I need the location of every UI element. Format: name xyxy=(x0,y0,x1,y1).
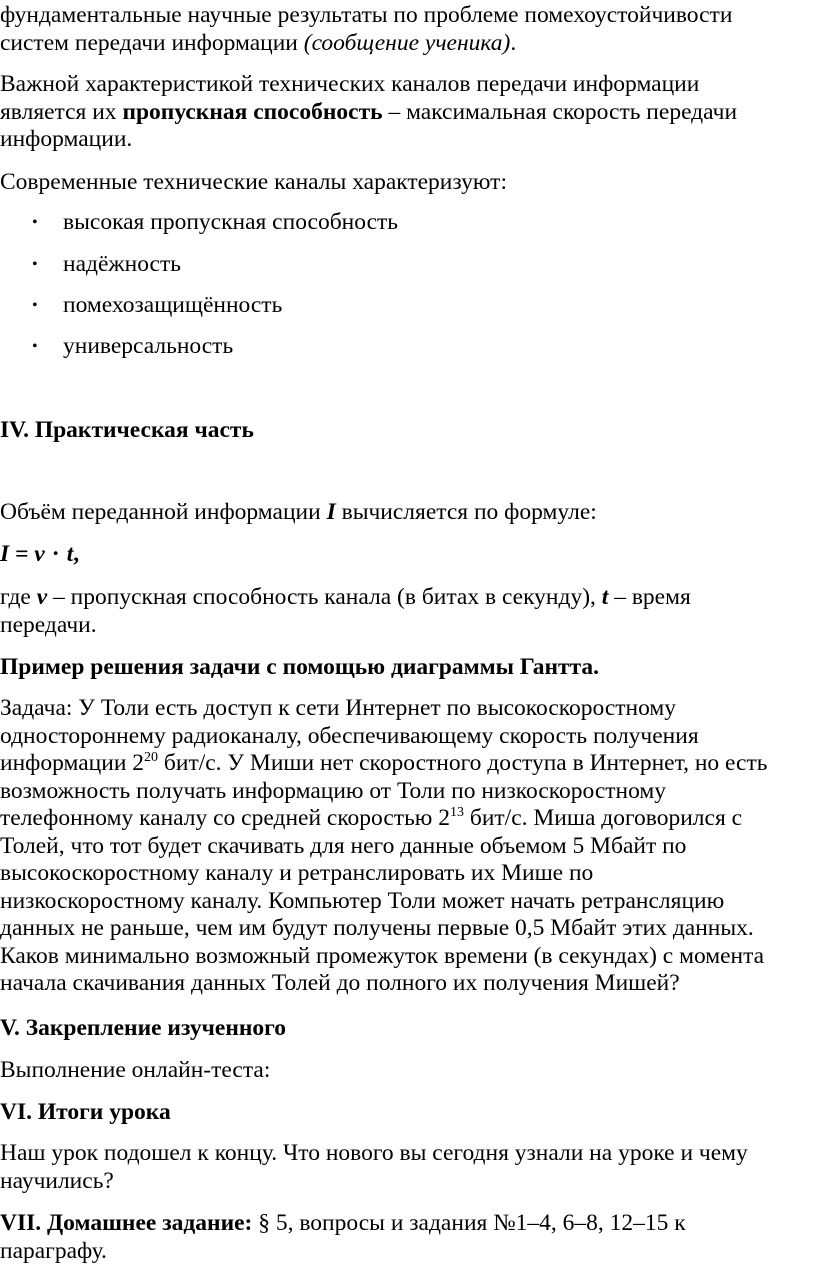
capacity-line-1: Важной характеристикой технических каналов передачи информации xyxy=(0,71,700,97)
formula-lhs: I = v xyxy=(0,541,45,567)
modern-channels-text: Современные технические каналы характеризуют: xyxy=(0,169,507,195)
task-line-3-exponent: 20 xyxy=(144,750,159,765)
formula-comma: , xyxy=(73,541,80,567)
section-6-line-2: научились? xyxy=(0,1167,114,1194)
list-item-text: высокая пропускная способность xyxy=(63,209,398,235)
bullet-icon: • xyxy=(32,256,38,273)
task-line-4: возможность получать информацию от Толи по низкоскоростному xyxy=(0,777,667,804)
bullet-icon: • xyxy=(32,297,38,314)
section-6-text xyxy=(0,1140,800,1195)
formula-where xyxy=(0,584,800,639)
task-line-11: начала скачивания данных Толей до полного их получения Мишей? xyxy=(0,970,680,996)
section-7-line-1 xyxy=(0,1210,800,1238)
where-v: v xyxy=(36,584,48,610)
where-end: – время xyxy=(608,584,691,610)
capacity-term: пропускная способность xyxy=(122,98,383,125)
list-item-text: надёжность xyxy=(63,251,181,277)
bullet-icon: • xyxy=(32,214,38,231)
where-mid: – пропускная способность канала (в битах в секунду), xyxy=(47,584,602,610)
section-5-heading: V. Закрепление изученного xyxy=(0,1015,287,1041)
task-line-3-start: информации 2 xyxy=(0,750,145,776)
task-line-7: высокоскоростному каналу и ретранслировать их Мише по xyxy=(0,860,594,886)
where-t: t xyxy=(601,584,609,610)
task-line-8: низкоскоростному каналу. Компьютер Толи может начать ретрансляцию xyxy=(0,887,725,914)
formula-intro-var: I xyxy=(326,499,336,525)
formula-where-line-2: передачи. xyxy=(0,611,97,638)
task-line-10: Каков минимально возможный промежуток времени (в секундах) с момента xyxy=(0,942,765,969)
capacity-line-2 xyxy=(0,99,800,127)
list-item-text: универсальность xyxy=(63,333,234,359)
section-7-heading: VII. Домашнее задание: xyxy=(0,1210,253,1236)
formula-intro xyxy=(0,499,800,527)
task-line-1: Задача: У Толи есть доступ к сети Интернет по высокоскоростному xyxy=(0,695,677,721)
formula xyxy=(0,541,800,569)
formula-rhs: t xyxy=(66,541,74,567)
list-item-text: помехозащищённость xyxy=(63,292,283,318)
capacity-paragraph xyxy=(0,71,800,154)
section-6-line-1: Наш урок подошел к концу. Что нового вы сегодня узнали на уроке и чему xyxy=(0,1140,748,1166)
example-heading: Пример решения задачи с помощью диаграммы Гантта. xyxy=(0,654,600,680)
capacity-line-2-end: – максимальная скорость передачи xyxy=(382,98,738,125)
multiply-dot: · xyxy=(51,541,60,567)
task-line-5-start: телефонному каналу со средней скоростью 2 xyxy=(0,805,450,831)
section-7-line-1-end: § 5, вопросы и задания №1–4, 6–8, 12–15 к xyxy=(252,1210,686,1236)
section-7-line-2: параграфу. xyxy=(0,1237,107,1264)
formula-where-line-1 xyxy=(0,584,800,612)
task-line-9: данных не раньше, чем им будут получены первые 0,5 Мбайт этих данных. xyxy=(0,915,754,941)
task-line-3-end: бит/с. У Миши нет скоростного доступа в Интернет, но есть xyxy=(158,750,768,776)
formula-intro-start: Объём переданной информации xyxy=(0,499,327,525)
where-start: где xyxy=(0,584,37,610)
section-5-text: Выполнение онлайн-теста: xyxy=(0,1057,271,1083)
task-line-5 xyxy=(0,805,800,833)
intro-student-report: (сообщение ученика) xyxy=(303,29,511,56)
task-line-5-end: бит/с. Миша договорился с xyxy=(464,805,743,831)
task-line-6: Толей, что тот будет скачивать для него данные объемом 5 Мбайт по xyxy=(0,832,687,859)
intro-line-2-end: . xyxy=(510,29,517,56)
intro-line-2 xyxy=(0,30,800,58)
section-6-heading: VI. Итоги урока xyxy=(0,1099,171,1125)
task-paragraph xyxy=(0,695,800,998)
task-line-3 xyxy=(0,750,800,778)
intro-line-2-text: систем передачи информации xyxy=(0,29,304,56)
capacity-line-3: информации. xyxy=(0,126,133,152)
intro-paragraph xyxy=(0,2,800,57)
capacity-line-2-start: является их xyxy=(0,98,123,125)
section-7 xyxy=(0,1210,800,1265)
intro-line-1: фундаментальные научные результаты по проблеме помехоустойчивости xyxy=(0,2,733,28)
task-line-2: одностороннему радиоканалу, обеспечивающему скорость получения xyxy=(0,722,699,749)
formula-intro-end: вычисляется по формуле: xyxy=(335,499,597,525)
section-4-heading: IV. Практическая часть xyxy=(0,417,254,443)
task-line-5-exponent: 13 xyxy=(450,805,464,820)
bullet-icon: • xyxy=(32,338,38,355)
